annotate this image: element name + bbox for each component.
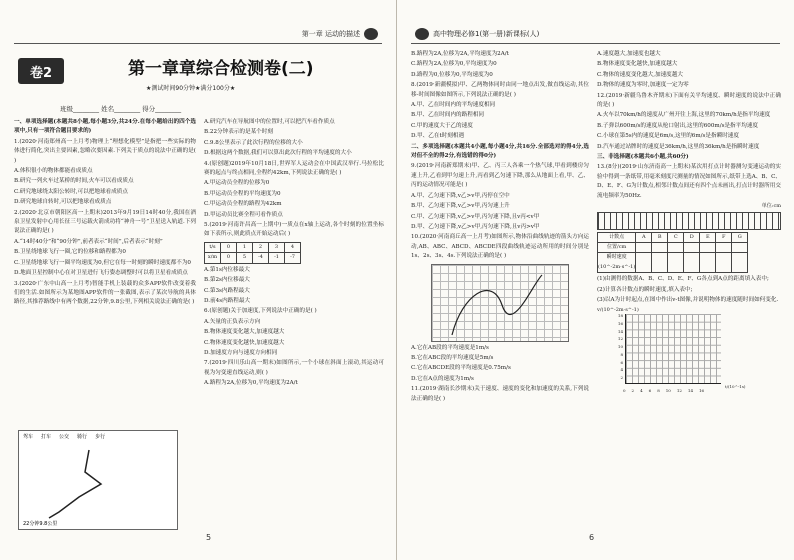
question-5: 5.(2019·河南许昌高一上期中)一质点在x轴上运动,各个时刻的位置坐标如下表所示,则此质点开始运动后( ) xyxy=(204,222,384,238)
option: A.第1s内位移最大 xyxy=(204,266,250,273)
vt-graph xyxy=(597,306,781,396)
graph-x-ticks xyxy=(623,386,704,395)
option: C.第3s内路程最大 xyxy=(204,287,250,294)
option: C.甲的速度大于乙的速度 xyxy=(411,122,473,129)
page-number: 5 xyxy=(206,533,212,542)
right-column-1 xyxy=(411,50,589,538)
table-cell[interactable] xyxy=(652,253,668,273)
measurement-table xyxy=(597,232,748,274)
table-cell[interactable] xyxy=(684,242,700,252)
option: A.“14时40分”和“90分钟”,前者表示“时间”,后者表示“时刻” xyxy=(14,238,163,245)
class-field-label: 班级 xyxy=(60,105,73,113)
sub-question: (2)计算各计数点的瞬时速度,填入表中; xyxy=(597,286,693,293)
option: B.物体速度变化越大,加速度越大 xyxy=(204,329,285,336)
x-tick: 14 xyxy=(687,388,694,394)
table-cell[interactable] xyxy=(636,242,652,252)
option: D.加速度方向与速度方向相同 xyxy=(204,349,278,356)
ruler-unit-label: 单位:cm xyxy=(761,203,781,210)
y-tick: 2 xyxy=(620,374,623,380)
y-tick: 12 xyxy=(617,336,623,342)
chapter-header: 第一章 运动的描述 xyxy=(301,29,360,38)
trajectory-grid-figure xyxy=(431,264,569,342)
table-cell: t/s xyxy=(205,242,221,252)
option: B.甲、乙匀速下降,v乙>v甲,丙匀速上升 xyxy=(411,203,510,210)
option: D.甲、乙在t时刻相遇 xyxy=(411,133,465,140)
option: B.它在ABC段的平均速度是5m/s xyxy=(411,354,494,361)
option: B.甲运动员全程的平均速度为0 xyxy=(204,190,281,197)
y-tick: 16 xyxy=(617,321,623,327)
option: A.甲、乙匀速下降,v乙>v甲,丙停在空中 xyxy=(411,192,510,199)
table-cell: G xyxy=(732,232,748,242)
graph-y-label: v/(10^-2m·s^-1) xyxy=(597,307,639,314)
sub-question: (1)由测得的数据A、B、C、D、E、F、G各点到A点的距离填入表中; xyxy=(597,276,769,283)
table-cell: -4 xyxy=(253,253,269,263)
x-tick: 4 xyxy=(640,388,643,394)
option: B.路程为2A,位移为2A,平均速度为2A/t xyxy=(411,51,509,57)
option: C.9.8公里表示了此次行程的位移的大小 xyxy=(204,139,303,146)
table-cell: -1 xyxy=(269,253,285,263)
sub-question: (3)以A为计时起点,在图中作出v-t图像,并说明物体的速度随时间如何变化. xyxy=(597,296,779,303)
nav-mode-label: 打车 xyxy=(41,434,52,440)
question-8: 8.(2019·新疆模拟)甲、乙两物体同时由同一地点出发,做直线运动,其位移-时间图像如图所示,下列说法正确的是( ) xyxy=(411,82,589,98)
table-cell[interactable] xyxy=(668,253,684,273)
table-cell: x/m xyxy=(205,253,221,263)
question-4: 4.(原创题)2019年10月18日,世界军人运动会在中国武汉举行.马拉松比赛的起点与终点相同,全程约42km,下列说法正确的是( ) xyxy=(204,160,384,177)
graph-grid[interactable] xyxy=(625,314,721,384)
left-column-1 xyxy=(14,118,196,428)
title-block xyxy=(18,52,378,92)
y-tick: 18 xyxy=(617,313,623,319)
name-field-label: 姓名 xyxy=(101,105,115,113)
option: A.火车以70km/h的速度从广州开往上海,这里的70km/h是指平均速度 xyxy=(597,112,771,119)
option: C.卫星绕地球飞行一圈平均速度为0,但它在每一时刻的瞬时速度都不为0 xyxy=(14,259,191,266)
y-tick: 4 xyxy=(620,367,623,373)
option: A.体积很小的物体都能看成质点 xyxy=(14,168,93,175)
nav-mode-label: 公交 xyxy=(59,434,70,440)
table-cell[interactable] xyxy=(716,242,732,252)
volume-badge: 卷2 xyxy=(18,58,64,84)
y-tick: 8 xyxy=(620,351,623,357)
option: D.研究地球自转时,可以把地球看成质点 xyxy=(14,199,112,206)
question-2: 2.(2020·北京市朝阳区高一上期末)2013年9月19日14时40分,我国在酒泉卫星发射中心用长征三号运载火箭成功将“神舟一号”卫星送入轨道.下列说法正确的是( ) xyxy=(14,209,196,235)
table-cell: A xyxy=(636,232,652,242)
book-header: 高中物理必修1(第一册)新课标(人) xyxy=(433,29,540,38)
x-tick: 0 xyxy=(623,388,626,394)
option: B.第2s内位移最大 xyxy=(204,277,250,284)
option: A.矢量的正负表示方向 xyxy=(204,318,261,325)
table-cell[interactable] xyxy=(700,242,716,252)
option: B.甲、乙在时间内的路程相同 xyxy=(411,112,485,119)
option: D.路程为0,位移为0,平均速度为0 xyxy=(411,71,493,78)
section-heading: 一、单项选择题(本题共8小题,每小题3分,共24分.在每小题给出的四个选项中,只有一项符合题目要求的) xyxy=(14,119,196,135)
table-cell: 3 xyxy=(269,242,285,252)
table-cell: 计数点 xyxy=(598,232,636,242)
option: D.汽车通过站牌时的速度是36km/h,这里的36km/h是指瞬时速度 xyxy=(597,143,760,150)
table-cell: B xyxy=(652,232,668,242)
option: D.甲运动员比赛全程可看作质点 xyxy=(204,211,283,218)
option: B.22分钟表示的是某个时刻 xyxy=(204,129,273,136)
table-cell[interactable] xyxy=(700,253,716,273)
x-tick: 16 xyxy=(699,388,705,394)
table-cell: D xyxy=(684,232,700,242)
option: C.研究地球绕太阳公转时,可以把地球看成质点 xyxy=(14,188,128,195)
question-13: 13.(8分)(2019·山东济南高一上期末)某次用打点计时器测匀变速运动的实验中得到一条纸带,用毫米刻度尺测量的情况如图所示,纸带上选A、B、C、D、E、F、G为计数点,相邻计数点间还有四个点未画出,打点计时器所用交流电频率为50Hz. xyxy=(597,164,781,199)
question-10: 10.(2020·河南商丘高一上月考)如图所示,物体沿曲线轨迹的箭头方向运动,AB、ABC、ABCD、ABCDE四段曲线轨迹运动所用的时间分别是1s、2s、3s、4s.下列说法正确的是( ) xyxy=(411,234,589,260)
route-map-icon xyxy=(19,442,177,522)
position-table xyxy=(204,242,301,264)
table-cell: 2 xyxy=(253,242,269,252)
graph-y-ticks xyxy=(613,312,623,381)
x-tick: 8 xyxy=(657,388,660,394)
x-tick: 2 xyxy=(631,388,635,394)
option: C.它在ABCDE段的平均速度是0.75m/s xyxy=(411,365,511,372)
option: B.子弹以600m/s的速度从枪口射出,这里的600m/s是指平均速度 xyxy=(597,122,759,129)
table-cell[interactable] xyxy=(652,242,668,252)
map-route-figure xyxy=(18,430,178,530)
question-9: 9.(2019·河南新郑期末)甲、乙、丙三人各乘一个热气球,甲看到楼房匀速上升,乙看到甲匀速上升,丙看到乙匀速下降,那么从地面上看,甲、乙、丙的运动情况可能是( ) xyxy=(411,163,589,189)
option: A.路程为2A,位移为0,平均速度为2A/t xyxy=(204,380,298,387)
table-cell: 5 xyxy=(237,253,253,263)
option: D.前4s内路程最大 xyxy=(204,297,251,304)
nav-mode-label: 驾车 xyxy=(23,434,34,440)
question-6: 6.(原创题)关于加速度,下列说法中正确的是( ) xyxy=(204,308,317,315)
trajectory-curve-icon xyxy=(432,265,568,341)
graph-x-label: t/(10^-1s) xyxy=(725,384,746,390)
question-12: 12.(2019·新疆乌鲁木齐期末)下面有关平均速度、瞬时速度的说法中正确的是( ) xyxy=(597,92,781,109)
x-tick: 12 xyxy=(676,388,682,394)
option: C.小球在第5s内的速度是6m/s,这里的6m/s是指瞬时速度 xyxy=(597,133,739,140)
right-page xyxy=(397,0,794,560)
option: C.甲、乙匀速下降,v乙>v甲,丙匀速下降,且v丙<v甲 xyxy=(411,213,540,220)
nav-mode-label: 步行 xyxy=(95,434,106,440)
table-cell: 1 xyxy=(237,242,253,252)
table-cell[interactable] xyxy=(732,253,748,273)
table-cell: C xyxy=(668,232,684,242)
book-logo-icon xyxy=(415,28,429,40)
question-7: 7.(2019·四川乐山高一期末)如图所示,一个小球在斜面上滚动,其运动可视为匀变速直线运动,则( ) xyxy=(204,360,384,376)
right-page-header xyxy=(411,24,780,44)
question-1: 1.(2020·河南郑州高一上月考)物理上“理想化模型”是指把一些实际的物体进行简化,突出主要因素,忽略次要因素.下列关于质点的说法中正确的是( ) xyxy=(14,138,196,164)
option: C.甲运动员全程的路程为42km xyxy=(204,201,282,208)
y-tick: 14 xyxy=(617,328,623,334)
y-tick: 10 xyxy=(617,344,623,350)
option: B.物体速度变化越快,加速度越大 xyxy=(597,61,678,68)
section-heading: 三、非选择题(本题共6小题,共60分) xyxy=(597,154,689,161)
option: A.研究汽车在导航图中的位置时,可以把汽车看作质点 xyxy=(204,119,335,125)
table-cell[interactable] xyxy=(668,242,684,252)
student-fields: 班级________ 姓名________ 得分________ xyxy=(60,105,182,113)
page-title: 第一章章综合检测卷(二) xyxy=(128,59,314,79)
option: A.甲、乙在时间内的平均速度相同 xyxy=(411,102,496,109)
nav-mode-label: 骑行 xyxy=(77,434,88,440)
option: D.它在A点的速度为1m/s xyxy=(411,375,474,382)
ruler-tape-figure xyxy=(597,212,781,230)
x-tick: 6 xyxy=(648,388,652,394)
question-3: 3.(2020·广东中山高一上月考)智能手机上装载的众多APP软件改变着我们的生活.如图所示为某地图APP软件的一张截图,表示了某次导航的具体路径,其推荐路线中有两个数据,22分钟,9.8公里,下列相关说法正确的是( ) xyxy=(14,280,196,306)
table-cell: E xyxy=(700,232,716,242)
table-cell[interactable] xyxy=(636,253,652,273)
option: D.根据这两个数据,我们可以算出此次行程的平均速度的大小 xyxy=(204,150,352,157)
option: D.物体的速度为零时,加速度一定为零 xyxy=(597,82,689,89)
nav-mode-bar xyxy=(19,431,177,442)
left-page-header xyxy=(14,24,382,44)
table-cell: 0 xyxy=(221,242,237,252)
exam-info: ★测试时间90分钟★满分100分★ xyxy=(146,85,236,92)
option: C.路程为2A,位移为0,平均速度为0 xyxy=(411,61,497,68)
option: B.研究一列火车过某桥的时间,火车可以看成质点 xyxy=(14,178,134,185)
table-cell: 4 xyxy=(285,242,301,252)
option: B.卫星绕地球飞行一圈,它的位移和路程都为0 xyxy=(14,249,126,256)
option: C.物体速度变化越快,加速度越大 xyxy=(204,339,285,346)
table-cell: 瞬时速度(10^-2m·s^-1) xyxy=(598,253,636,273)
option: D.甲、乙匀速下降,v乙>v甲,丙匀速下降,且v丙>v甲 xyxy=(411,223,540,230)
right-column-2 xyxy=(597,50,781,538)
option: C.物体的速度变化越大,加速度越大 xyxy=(597,71,683,78)
section-heading: 二、多项选择题(本题共4小题,每小题4分,共16分.全部选对的得4分,选对但不全的得2分,有选错的得0分) xyxy=(411,143,589,160)
left-column-2 xyxy=(204,118,384,538)
book-logo-icon xyxy=(364,28,378,40)
x-tick: 10 xyxy=(665,388,671,394)
option: A.速度越大,加速度也越大 xyxy=(597,51,661,57)
table-cell: 位置/cm xyxy=(598,242,636,252)
y-tick: 6 xyxy=(620,359,623,365)
table-cell: -7 xyxy=(285,253,301,263)
option: D.地面卫星控制中心在对卫星进行飞行姿态调整时可以将卫星看成质点 xyxy=(14,270,188,277)
score-field-label: 得分 xyxy=(142,105,156,113)
question-11: 11.(2019·湖南长沙期末)关于速度、速度的变化和加速度的关系,下列说法正确的是( ) xyxy=(411,386,589,402)
option: A.甲运动员全程的位移为0 xyxy=(204,180,270,187)
page-number: 6 xyxy=(589,533,595,542)
route-summary: 22分钟9.8公里 xyxy=(23,521,58,527)
table-cell[interactable] xyxy=(684,253,700,273)
table-cell[interactable] xyxy=(732,242,748,252)
table-cell: 0 xyxy=(221,253,237,263)
option: A.它在AB段的平均速度是1m/s xyxy=(411,344,489,351)
table-cell: F xyxy=(716,232,732,242)
table-cell[interactable] xyxy=(716,253,732,273)
